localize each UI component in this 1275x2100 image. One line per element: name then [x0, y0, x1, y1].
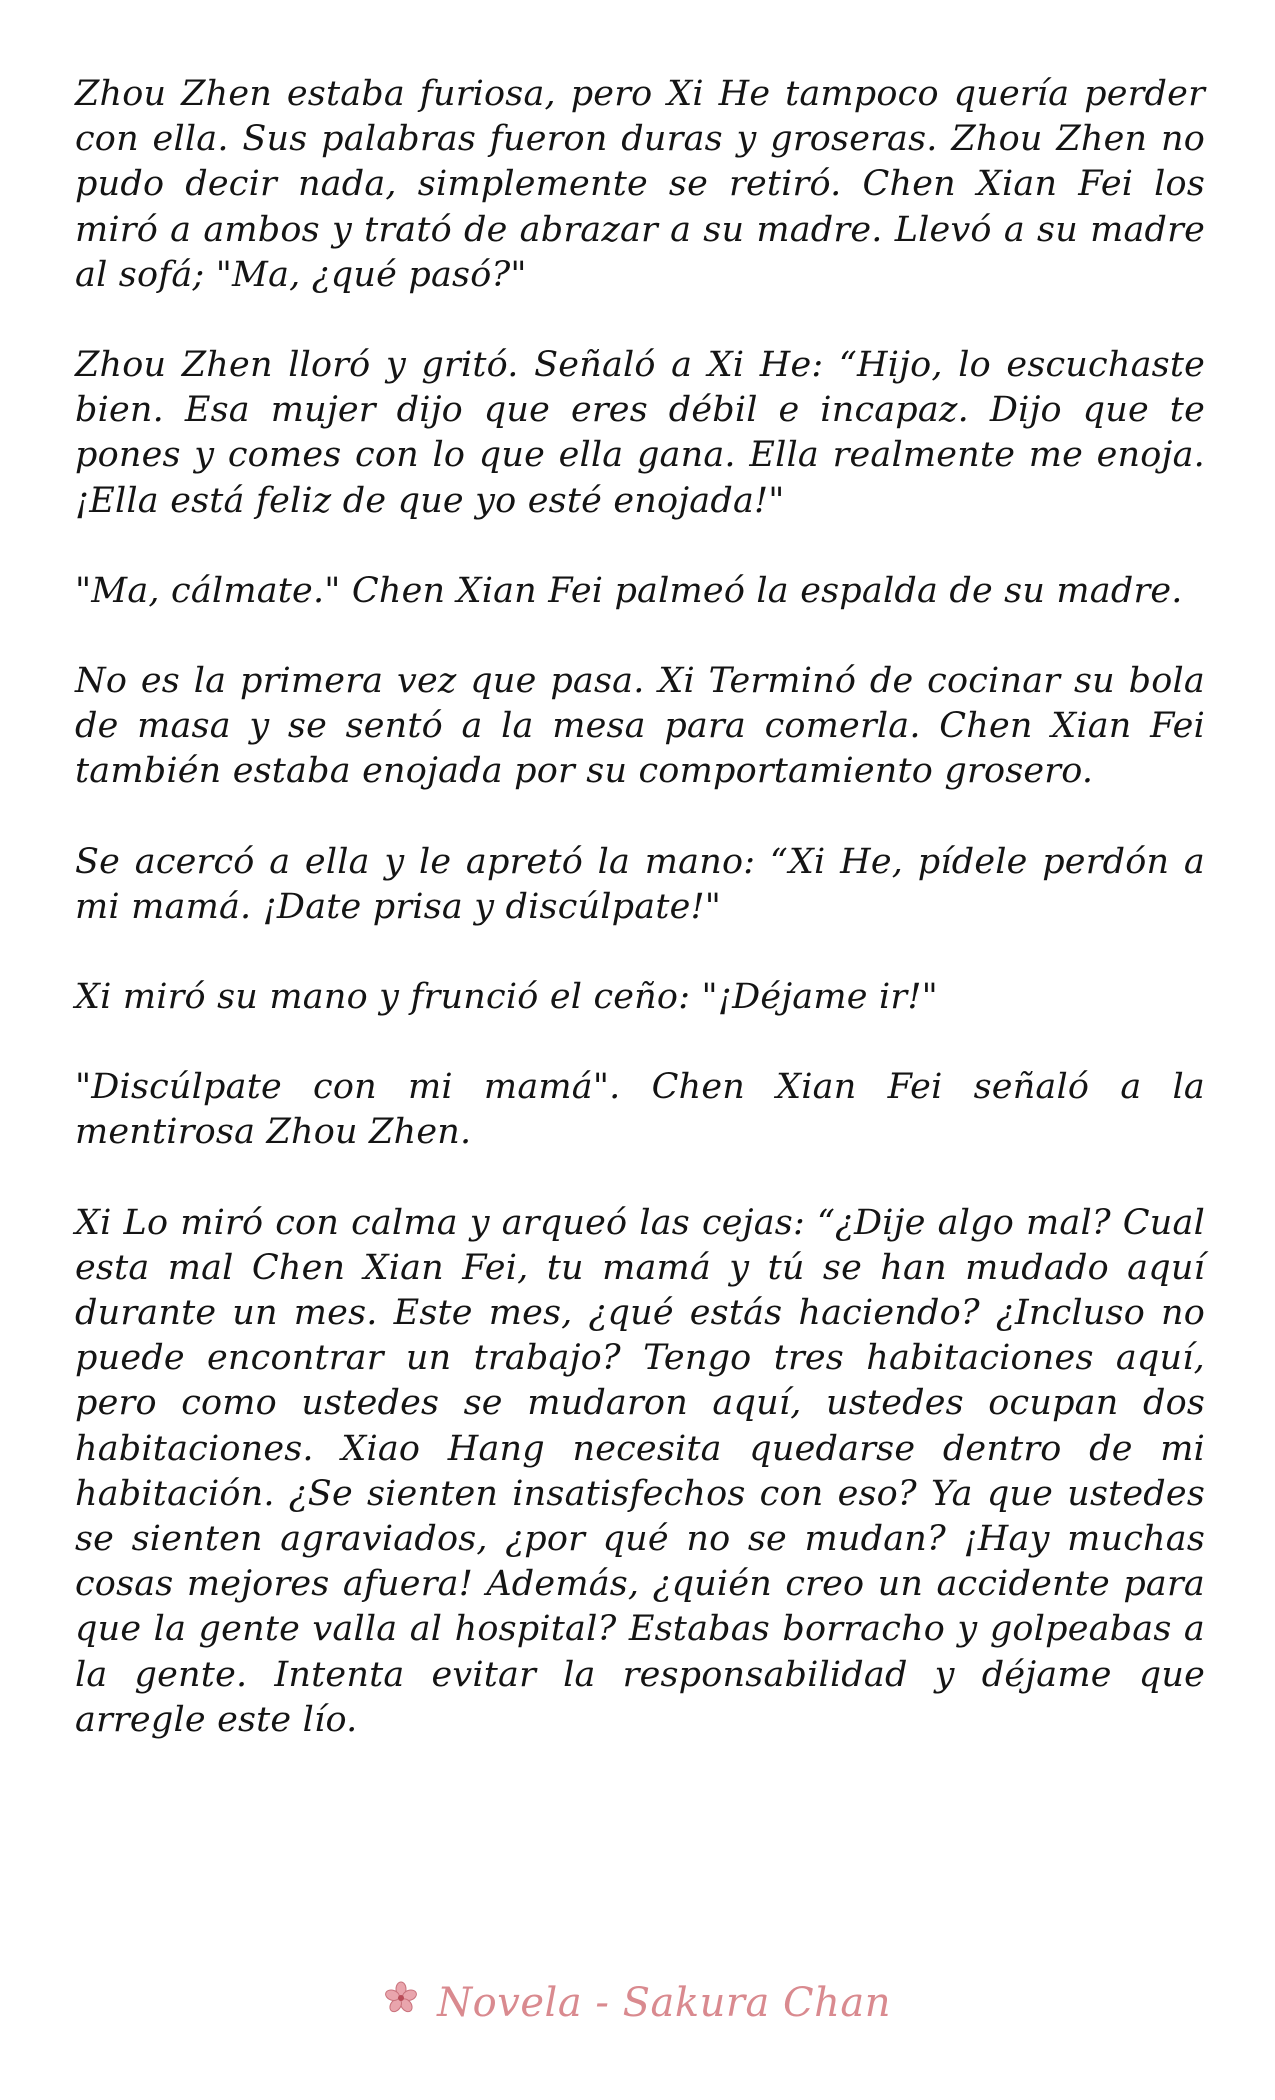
document-body — [75, 72, 1205, 1788]
paragraph-2: Zhou Zhen lloró y gritó. Señaló a Xi He: “Hijo, lo escuchaste bien. Esa mujer dijo que eres débil e incapaz. Dijo que te pones y comes con lo que ella gana. Ella realmente me enoja. ¡Ella está feliz de que yo esté enojada!" — [75, 345, 1205, 521]
paragraph-6: Xi miró su mano y frunció el ceño: "¡Déjame ir!" — [75, 977, 938, 1018]
paragraph-7: "Discúlpate con mi mamá". Chen Xian Fei señaló a la mentirosa Zhou Zhen. — [75, 1067, 1205, 1153]
paragraph-5: Se acercó a ella y le apretó la mano: “Xi He, pídele perdón a mi mamá. ¡Date prisa y discúlpate!" — [75, 841, 1205, 927]
paragraph-1: Zhou Zhen estaba furiosa, pero Xi He tampoco quería perder con ella. Sus palabras fueron duras y groseras. Zhou Zhen no pudo decir nada, simplemente se retiró. Chen Xian Fei los miró a ambos y trató de abrazar a su madre. Llevó a su madre al sofá; "Ma, ¿qué pasó?" — [75, 74, 1205, 295]
paragraph-3: "Ma, cálmate." Chen Xian Fei palmeó la espalda de su madre. — [75, 570, 1183, 611]
paragraph-8: Xi Lo miró con calma y arqueó las cejas: “¿Dije algo mal? Cual esta mal Chen Xian Fei, tu mamá y tú se han mudado aquí durante un mes. Este mes, ¿qué estás haciendo? ¿Incluso no puede encontrar un trabajo? Tengo tres habitaciones aquí, pero como ustedes se mudaron aquí, ustedes ocupan dos habitaciones. Xiao Hang necesita quedarse dentro de mi habitación. ¿Se sienten insatisfechos con eso? Ya que ustedes se sienten agraviados, ¿por qué no se mudan? ¡Hay muchas cosas mejores afuera! Además, ¿quién creo un accidente para que la gente valla al hospital? Estabas borracho y golpeabas a la gente. Intenta evitar la responsabilidad y déjame que arregle este lío. — [75, 1202, 1205, 1740]
paragraph-4: No es la primera vez que pasa. Xi Terminó de cocinar su bola de masa y se sentó a la mesa para comerla. Chen Xian Fei también estaba enojada por su comportamiento grosero. — [75, 661, 1205, 792]
sakura-flower-icon — [384, 1979, 418, 2025]
watermark-text: Novela - Sakura Chan — [437, 1980, 892, 2026]
watermark-footer — [0, 1980, 1275, 2026]
